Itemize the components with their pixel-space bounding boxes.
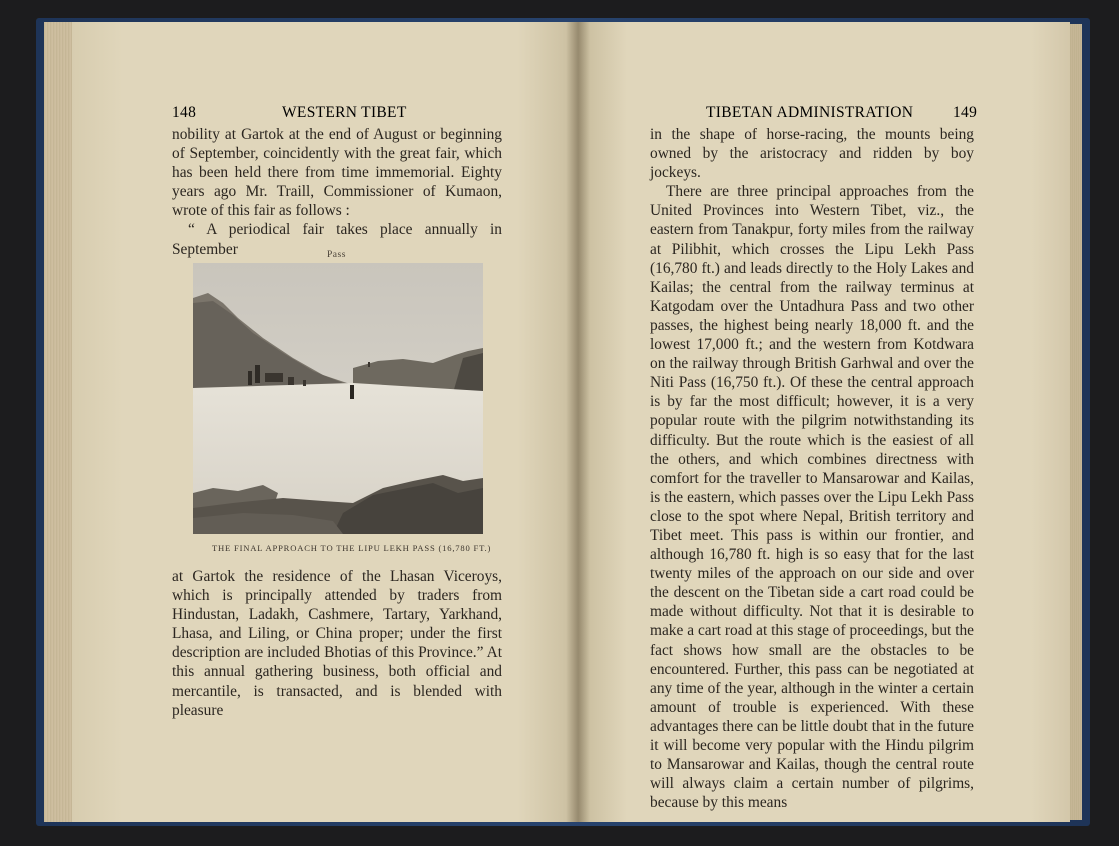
page-edges-right: [1068, 24, 1082, 820]
left-page-number: 148: [172, 104, 197, 121]
photo-plate: [193, 263, 483, 534]
plate-caption: THE FINAL APPROACH TO THE LIPU LEKH PASS (16,780 FT.): [212, 543, 492, 553]
page-edges-left: [44, 22, 74, 822]
right-paragraph-2: There are three principal approaches from the United Provinces into Western Tibet, viz., the eastern from Tanakpur, forty miles from the railway at Pilibhit, which crosses the Lipu Lekh Pass (16,780 ft.) and leads directly to the Holy Lakes and Kailas; the central from the railway terminus at Katgodam over the Untadhura Pass and two other passes, the highest being nearly 18,000 ft. and the lowest 17,000 ft.; and the western from Kotdwara on the railway through British Garhwal and over the Niti Pass (16,750 ft.). Of these the central approach is by far the most difficult; however, it is a very popular route with the pilgrim notwithstanding its difficulty. But the route which is the easiest of all the others, and which combines directness with comfort for the traveller to Mansarowar and Kailas, is the eastern, which passes over the Lipu Lekh Pass close to the spot where Nepal, British territory and Tibet meet. This pass is within our frontier, and although 16,780 ft. high is so easy that for the last twenty miles of the approach on our side and over the descent on the Tibetan side a cart road could be made without difficulty. Not that it is desirable to make a cart road at this stage of proceedings, but the fact shows how small are the obstacles to be encountered. Further, this pass can be negotiated at any time of the year, although in the winter a certain amount of trouble is experienced. With these advantages there can be little doubt that in the future it will become very popular with the Hindu pilgrim to Mansarowar and Kailas, though the central route will always claim a certain number of pilgrims, because by this means: [650, 183, 974, 812]
left-paragraph-1: nobility at Gartok at the end of August or beginning of September, coincidently with the great fair, which has been held there from time immemorial. Eighty years ago Mr. Traill, Commissioner of Kumaon, wrote of this fair as follows : “ A periodical fair takes place annually in September: [172, 126, 502, 258]
quote-start: “ A periodical fair takes place annually in September: [172, 221, 502, 258]
left-running-head: WESTERN TIBET: [282, 104, 407, 121]
right-paragraph-1: in the shape of horse-racing, the mounts being owned by the aristocracy and ridden by boy jockeys.: [650, 126, 974, 182]
right-body-text: [650, 125, 974, 812]
plate-label: Pass: [327, 250, 346, 260]
lipu-lekh-pass-photo: [193, 263, 483, 534]
book-gutter: [566, 22, 590, 822]
left-paragraph-3: at Gartok the residence of the Lhasan Viceroys, which is principally attended by traders from Hindustan, Ladakh, Cashmere, Tartary, Yarkhand, Lhasa, and Liling, or China proper; under the first description are included Bhotias of this Province.” At this annual gathering business, both official and mercantile, is transacted, and is blended with pleasure: [172, 568, 502, 719]
right-running-head: TIBETAN ADMINISTRATION: [706, 104, 914, 121]
right-page-number: 149: [953, 104, 978, 121]
